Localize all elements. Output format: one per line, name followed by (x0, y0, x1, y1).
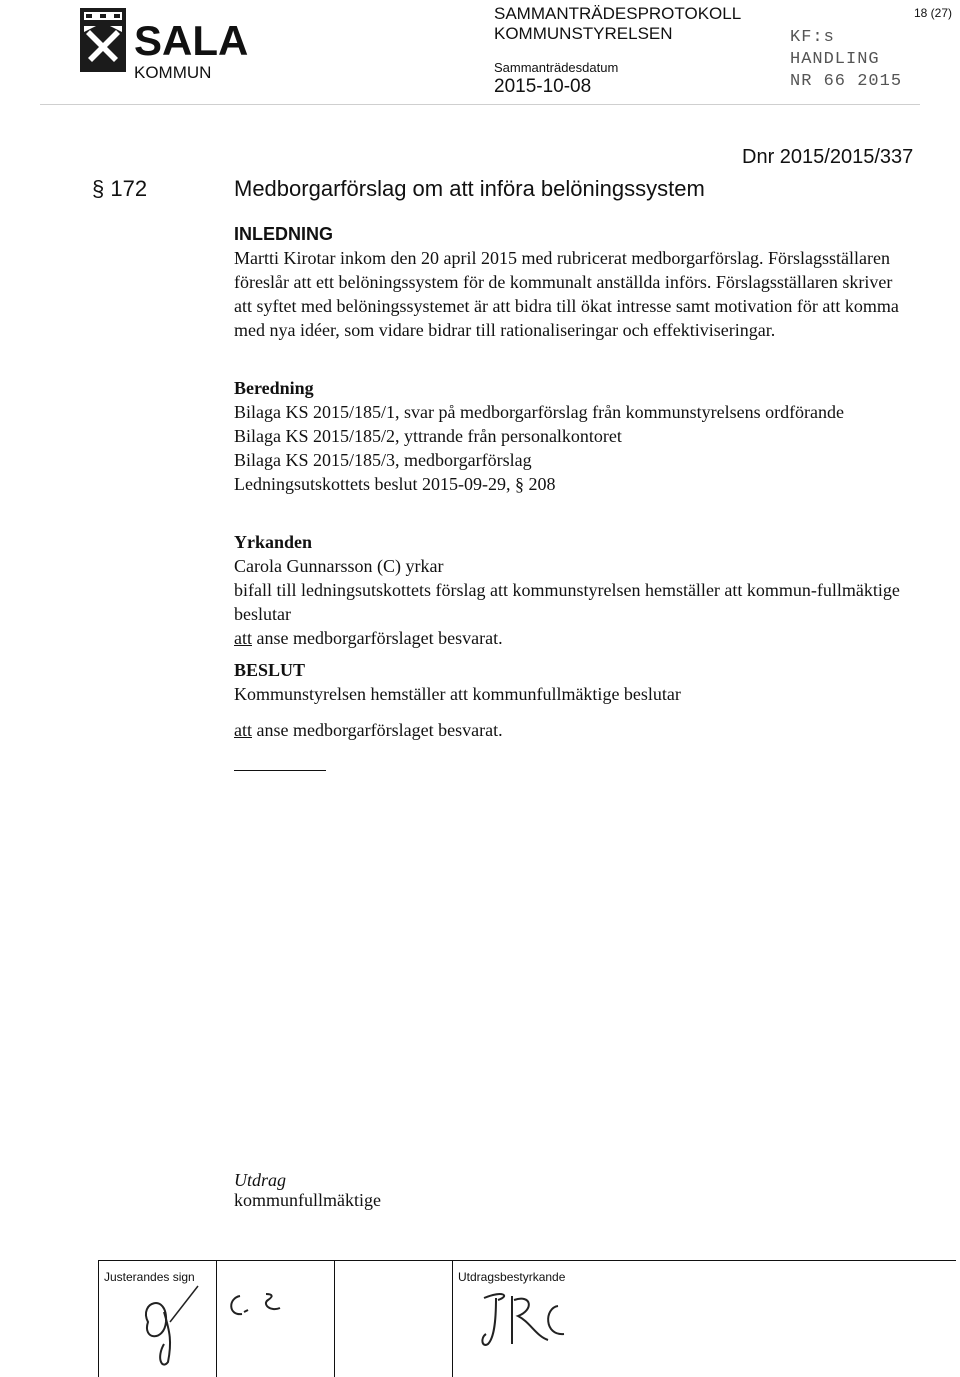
table-divider (216, 1261, 217, 1377)
case-number: Dnr 2015/2015/337 (742, 146, 914, 168)
table-divider (334, 1261, 335, 1377)
stamp-line-2: HANDLING (790, 50, 880, 69)
municipality-crest (80, 8, 126, 72)
header-divider (40, 104, 920, 105)
logo-text (134, 17, 249, 82)
stamp-line-1: KF:s (790, 28, 835, 47)
handwritten-certification-signature (474, 1286, 574, 1356)
inledning-heading: INLEDNING (234, 224, 333, 244)
beslut-heading: BESLUT (234, 660, 306, 680)
handwritten-initials-2 (226, 1286, 296, 1326)
section-beslut (234, 658, 914, 742)
section-beredning (234, 376, 914, 496)
att-keyword: att (234, 720, 252, 740)
extract-label: Utdrag (234, 1170, 287, 1190)
stamp-line-3: NR 66 2015 (790, 72, 903, 91)
beslut-att-text: anse medborgarförslaget besvarat. (256, 720, 503, 740)
logo-name: SALA (134, 17, 249, 64)
document-type: SAMMANTRÄDESPROTOKOLL (494, 4, 742, 23)
board-name: KOMMUNSTYRELSEN (494, 24, 673, 43)
beredning-item: Bilaga KS 2015/185/1, svar på medborgarförslag från kommunstyrelsens ordförande (234, 402, 845, 422)
item-title: Medborgarförslag om att införa belöningssystem (234, 176, 705, 201)
beslut-text: Kommunstyrelsen hemställer att kommunfullmäktige beslutar (234, 684, 681, 704)
table-divider (452, 1261, 453, 1377)
beredning-item: Bilaga KS 2015/185/2, yttrande från personalkontoret (234, 426, 622, 446)
yrkanden-att-text: anse medborgarförslaget besvarat. (256, 628, 503, 648)
extract-recipient: kommunfullmäktige (234, 1190, 381, 1210)
beredning-heading: Beredning (234, 378, 314, 398)
section-yrkanden (234, 530, 914, 650)
yrkanden-proposer: Carola Gunnarsson (C) yrkar (234, 556, 444, 576)
meeting-date-label: Sammanträdesdatum (494, 60, 619, 75)
table-divider (98, 1261, 99, 1377)
inledning-text: Martti Kirotar inkom den 20 april 2015 med rubricerat medborgarförslag. Förslagsställaren föreslår att ett belöningssystem för de kommunalt anställda införs. Förslagsställaren skriver att syftet med belöningssystemet är att bidra till ökat intresse samt motivation för att komma med nya idéer, som vidare bidrar till rationaliseringar och effektiviseringar. (234, 248, 899, 340)
yrkanden-att-clause (234, 626, 914, 650)
beslut-att-clause (234, 718, 914, 742)
meeting-date: 2015-10-08 (494, 76, 592, 97)
handwritten-initials-1 (128, 1282, 208, 1372)
page-number: 18 (27) (914, 6, 953, 20)
att-keyword: att (234, 628, 252, 648)
yrkanden-heading: Yrkanden (234, 532, 313, 552)
yrkanden-proposal: bifall till ledningsutskottets förslag att kommunstyrelsen hemställer att kommun-fullmäktige beslutar (234, 580, 900, 624)
section-end-rule (234, 770, 326, 771)
logo-subtitle: KOMMUN (134, 63, 212, 82)
beredning-item: Ledningsutskottets beslut 2015-09-29, § 208 (234, 474, 556, 494)
paragraph-number: § 172 (92, 176, 148, 201)
beredning-item: Bilaga KS 2015/185/3, medborgarförslag (234, 450, 532, 470)
adjusters-signature-label: Justerandes sign (104, 1270, 195, 1284)
section-inledning (234, 222, 914, 342)
certification-label: Utdragsbestyrkande (458, 1270, 566, 1284)
